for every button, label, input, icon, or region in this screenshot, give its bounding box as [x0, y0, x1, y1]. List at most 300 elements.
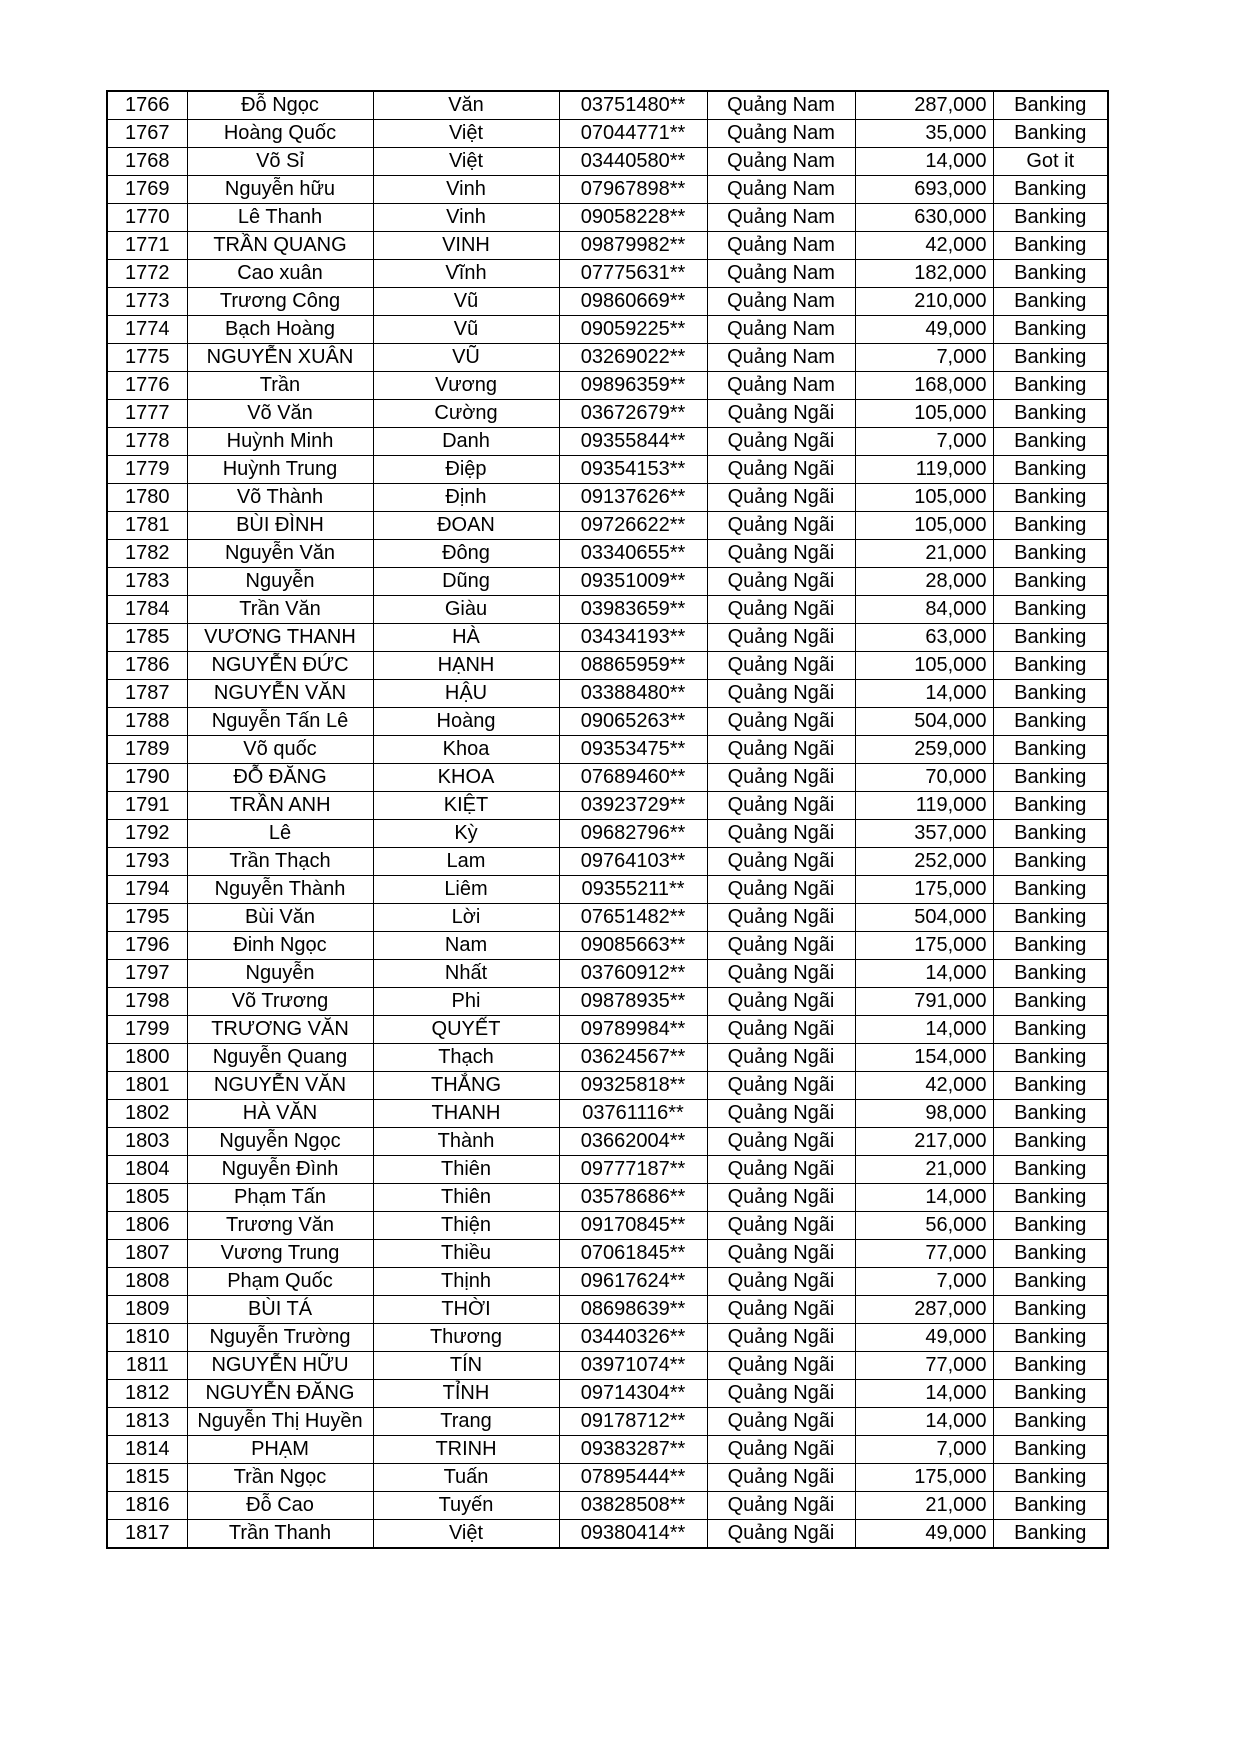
cell-given-name: QUYẾT: [373, 1016, 559, 1044]
cell-payment-method: Banking: [993, 288, 1108, 316]
cell-province: Quảng Ngãi: [707, 400, 855, 428]
cell-surname: Bạch Hoàng: [187, 316, 373, 344]
table-row: [107, 372, 1108, 400]
cell-payment-method: Banking: [993, 1016, 1108, 1044]
cell-given-name: HẠNH: [373, 652, 559, 680]
cell-amount: 21,000: [855, 1492, 993, 1520]
cell-phone: 08698639**: [559, 1296, 707, 1324]
cell-payment-method: Banking: [993, 232, 1108, 260]
cell-payment-method: Banking: [993, 372, 1108, 400]
cell-province: Quảng Ngãi: [707, 1100, 855, 1128]
cell-province: Quảng Ngãi: [707, 960, 855, 988]
cell-payment-method: Banking: [993, 1464, 1108, 1492]
cell-given-name: HÀ: [373, 624, 559, 652]
cell-phone: 07044771**: [559, 120, 707, 148]
table-row: [107, 456, 1108, 484]
table-row: [107, 316, 1108, 344]
cell-payment-method: Banking: [993, 764, 1108, 792]
cell-province: Quảng Nam: [707, 344, 855, 372]
table-row: [107, 568, 1108, 596]
cell-province: Quảng Ngãi: [707, 1464, 855, 1492]
winners-table: [106, 90, 1109, 1549]
cell-phone: 09137626**: [559, 484, 707, 512]
cell-province: Quảng Ngãi: [707, 736, 855, 764]
cell-index: 1772: [107, 260, 187, 288]
cell-surname: Đỗ Cao: [187, 1492, 373, 1520]
cell-province: Quảng Ngãi: [707, 1156, 855, 1184]
cell-phone: 09065263**: [559, 708, 707, 736]
table-row: [107, 204, 1108, 232]
table-row: [107, 1464, 1108, 1492]
cell-phone: 03672679**: [559, 400, 707, 428]
table-row: [107, 1100, 1108, 1128]
cell-given-name: Khoa: [373, 736, 559, 764]
cell-surname: NGUYỄN ĐỨC: [187, 652, 373, 680]
cell-amount: 7,000: [855, 344, 993, 372]
cell-surname: Nguyễn Trường: [187, 1324, 373, 1352]
cell-amount: 42,000: [855, 232, 993, 260]
cell-surname: NGUYỄN VĂN: [187, 1072, 373, 1100]
cell-payment-method: Banking: [993, 596, 1108, 624]
cell-payment-method: Banking: [993, 1044, 1108, 1072]
cell-index: 1800: [107, 1044, 187, 1072]
cell-phone: 03828508**: [559, 1492, 707, 1520]
cell-province: Quảng Nam: [707, 260, 855, 288]
cell-payment-method: Banking: [993, 316, 1108, 344]
cell-surname: Nguyễn Quang: [187, 1044, 373, 1072]
cell-amount: 175,000: [855, 932, 993, 960]
cell-index: 1810: [107, 1324, 187, 1352]
cell-amount: 7,000: [855, 1268, 993, 1296]
cell-phone: 09355844**: [559, 428, 707, 456]
cell-province: Quảng Ngãi: [707, 1016, 855, 1044]
cell-surname: Đinh Ngọc: [187, 932, 373, 960]
table-row: [107, 148, 1108, 176]
cell-phone: 09170845**: [559, 1212, 707, 1240]
cell-amount: 693,000: [855, 176, 993, 204]
cell-index: 1805: [107, 1184, 187, 1212]
cell-index: 1812: [107, 1380, 187, 1408]
cell-phone: 03440580**: [559, 148, 707, 176]
cell-amount: 630,000: [855, 204, 993, 232]
cell-amount: 14,000: [855, 148, 993, 176]
cell-payment-method: Banking: [993, 624, 1108, 652]
cell-province: Quảng Ngãi: [707, 1128, 855, 1156]
cell-surname: Huỳnh Minh: [187, 428, 373, 456]
cell-amount: 504,000: [855, 708, 993, 736]
cell-given-name: Vương: [373, 372, 559, 400]
cell-phone: 09879982**: [559, 232, 707, 260]
cell-index: 1768: [107, 148, 187, 176]
cell-index: 1797: [107, 960, 187, 988]
cell-payment-method: Banking: [993, 960, 1108, 988]
cell-index: 1790: [107, 764, 187, 792]
cell-given-name: HẬU: [373, 680, 559, 708]
table-row: [107, 512, 1108, 540]
cell-amount: 210,000: [855, 288, 993, 316]
cell-given-name: Danh: [373, 428, 559, 456]
cell-phone: 09714304**: [559, 1380, 707, 1408]
cell-given-name: Nam: [373, 932, 559, 960]
table-row: [107, 680, 1108, 708]
cell-surname: NGUYỄN VĂN: [187, 680, 373, 708]
cell-province: Quảng Ngãi: [707, 1492, 855, 1520]
table-row: [107, 1268, 1108, 1296]
cell-phone: 08865959**: [559, 652, 707, 680]
cell-amount: 56,000: [855, 1212, 993, 1240]
cell-index: 1770: [107, 204, 187, 232]
cell-index: 1817: [107, 1520, 187, 1549]
cell-given-name: Liêm: [373, 876, 559, 904]
cell-amount: 14,000: [855, 1016, 993, 1044]
cell-index: 1793: [107, 848, 187, 876]
cell-payment-method: Banking: [993, 1156, 1108, 1184]
cell-phone: 09789984**: [559, 1016, 707, 1044]
cell-given-name: Nhất: [373, 960, 559, 988]
cell-payment-method: Banking: [993, 848, 1108, 876]
cell-surname: NGUYỄN HỮU: [187, 1352, 373, 1380]
cell-index: 1769: [107, 176, 187, 204]
cell-phone: 03388480**: [559, 680, 707, 708]
cell-province: Quảng Ngãi: [707, 1212, 855, 1240]
cell-index: 1783: [107, 568, 187, 596]
table-row: [107, 1212, 1108, 1240]
table-row: [107, 1520, 1108, 1549]
cell-given-name: Thịnh: [373, 1268, 559, 1296]
cell-phone: 03971074**: [559, 1352, 707, 1380]
cell-given-name: Vũ: [373, 288, 559, 316]
table-row: [107, 1240, 1108, 1268]
cell-phone: 09058228**: [559, 204, 707, 232]
table-row: [107, 708, 1108, 736]
cell-province: Quảng Ngãi: [707, 708, 855, 736]
cell-amount: 49,000: [855, 1520, 993, 1549]
cell-phone: 07689460**: [559, 764, 707, 792]
cell-payment-method: Banking: [993, 1100, 1108, 1128]
table-row: [107, 1184, 1108, 1212]
cell-phone: 09777187**: [559, 1156, 707, 1184]
cell-province: Quảng Nam: [707, 148, 855, 176]
cell-index: 1798: [107, 988, 187, 1016]
cell-amount: 175,000: [855, 876, 993, 904]
cell-payment-method: Banking: [993, 1436, 1108, 1464]
cell-amount: 77,000: [855, 1352, 993, 1380]
cell-phone: 09353475**: [559, 736, 707, 764]
cell-given-name: Hoàng: [373, 708, 559, 736]
table-row: [107, 1296, 1108, 1324]
cell-province: Quảng Nam: [707, 288, 855, 316]
cell-given-name: Thiều: [373, 1240, 559, 1268]
cell-payment-method: Banking: [993, 568, 1108, 596]
cell-amount: 28,000: [855, 568, 993, 596]
cell-surname: Nguyễn Thị Huyền: [187, 1408, 373, 1436]
cell-amount: 77,000: [855, 1240, 993, 1268]
cell-payment-method: Banking: [993, 1380, 1108, 1408]
cell-index: 1786: [107, 652, 187, 680]
cell-surname: Huỳnh Trung: [187, 456, 373, 484]
cell-amount: 154,000: [855, 1044, 993, 1072]
cell-surname: Lê: [187, 820, 373, 848]
cell-phone: 09178712**: [559, 1408, 707, 1436]
cell-phone: 09878935**: [559, 988, 707, 1016]
cell-payment-method: Banking: [993, 1128, 1108, 1156]
cell-province: Quảng Nam: [707, 204, 855, 232]
table-row: [107, 344, 1108, 372]
cell-surname: BÙI TÁ: [187, 1296, 373, 1324]
cell-phone: 09726622**: [559, 512, 707, 540]
cell-amount: 105,000: [855, 512, 993, 540]
cell-province: Quảng Ngãi: [707, 932, 855, 960]
cell-given-name: Dũng: [373, 568, 559, 596]
cell-province: Quảng Ngãi: [707, 652, 855, 680]
table-body: [107, 91, 1108, 1548]
cell-province: Quảng Ngãi: [707, 1352, 855, 1380]
cell-given-name: Thiên: [373, 1184, 559, 1212]
cell-surname: TRƯƠNG VĂN: [187, 1016, 373, 1044]
cell-phone: 03923729**: [559, 792, 707, 820]
cell-payment-method: Banking: [993, 904, 1108, 932]
cell-province: Quảng Ngãi: [707, 1408, 855, 1436]
cell-amount: 217,000: [855, 1128, 993, 1156]
cell-phone: 03434193**: [559, 624, 707, 652]
cell-payment-method: Banking: [993, 1492, 1108, 1520]
cell-province: Quảng Ngãi: [707, 792, 855, 820]
cell-given-name: Định: [373, 484, 559, 512]
cell-surname: Võ Văn: [187, 400, 373, 428]
cell-province: Quảng Ngãi: [707, 988, 855, 1016]
cell-index: 1809: [107, 1296, 187, 1324]
cell-amount: 182,000: [855, 260, 993, 288]
cell-phone: 09682796**: [559, 820, 707, 848]
cell-province: Quảng Ngãi: [707, 512, 855, 540]
cell-index: 1785: [107, 624, 187, 652]
cell-surname: Trần Văn: [187, 596, 373, 624]
table-row: [107, 820, 1108, 848]
cell-payment-method: Banking: [993, 1352, 1108, 1380]
cell-surname: Nguyễn: [187, 960, 373, 988]
cell-phone: 07895444**: [559, 1464, 707, 1492]
table-row: [107, 288, 1108, 316]
cell-payment-method: Banking: [993, 1212, 1108, 1240]
cell-payment-method: Banking: [993, 512, 1108, 540]
cell-amount: 105,000: [855, 484, 993, 512]
table-row: [107, 848, 1108, 876]
table-row: [107, 232, 1108, 260]
cell-index: 1795: [107, 904, 187, 932]
cell-province: Quảng Nam: [707, 232, 855, 260]
cell-surname: Trần Thạch: [187, 848, 373, 876]
cell-province: Quảng Ngãi: [707, 1268, 855, 1296]
cell-province: Quảng Ngãi: [707, 540, 855, 568]
cell-given-name: Việt: [373, 1520, 559, 1549]
cell-surname: Bùi Văn: [187, 904, 373, 932]
table-row: [107, 932, 1108, 960]
table-row: [107, 652, 1108, 680]
cell-province: Quảng Ngãi: [707, 680, 855, 708]
cell-province: Quảng Ngãi: [707, 820, 855, 848]
cell-given-name: Đông: [373, 540, 559, 568]
cell-index: 1803: [107, 1128, 187, 1156]
cell-surname: Võ Trương: [187, 988, 373, 1016]
cell-index: 1802: [107, 1100, 187, 1128]
cell-surname: Nguyễn: [187, 568, 373, 596]
cell-province: Quảng Ngãi: [707, 1184, 855, 1212]
cell-index: 1791: [107, 792, 187, 820]
cell-phone: 07061845**: [559, 1240, 707, 1268]
cell-payment-method: Banking: [993, 1520, 1108, 1549]
cell-given-name: Văn: [373, 91, 559, 120]
cell-surname: Trần Thanh: [187, 1520, 373, 1549]
cell-payment-method: Banking: [993, 820, 1108, 848]
cell-index: 1801: [107, 1072, 187, 1100]
cell-surname: NGUYỄN ĐĂNG: [187, 1380, 373, 1408]
cell-surname: Trương Công: [187, 288, 373, 316]
table-row: [107, 1352, 1108, 1380]
cell-payment-method: Banking: [993, 1072, 1108, 1100]
cell-phone: 03751480**: [559, 91, 707, 120]
table-row: [107, 120, 1108, 148]
cell-index: 1784: [107, 596, 187, 624]
cell-given-name: Kỳ: [373, 820, 559, 848]
cell-given-name: Lời: [373, 904, 559, 932]
cell-given-name: KHOA: [373, 764, 559, 792]
cell-index: 1771: [107, 232, 187, 260]
cell-index: 1782: [107, 540, 187, 568]
cell-amount: 14,000: [855, 1184, 993, 1212]
cell-index: 1789: [107, 736, 187, 764]
cell-given-name: Thạch: [373, 1044, 559, 1072]
cell-given-name: Vũ: [373, 316, 559, 344]
cell-index: 1799: [107, 1016, 187, 1044]
table-row: [107, 736, 1108, 764]
cell-amount: 14,000: [855, 960, 993, 988]
cell-amount: 7,000: [855, 1436, 993, 1464]
cell-amount: 35,000: [855, 120, 993, 148]
cell-amount: 14,000: [855, 1380, 993, 1408]
cell-surname: Phạm Quốc: [187, 1268, 373, 1296]
cell-payment-method: Banking: [993, 1408, 1108, 1436]
cell-phone: 09383287**: [559, 1436, 707, 1464]
cell-payment-method: Banking: [993, 708, 1108, 736]
cell-given-name: Điệp: [373, 456, 559, 484]
cell-province: Quảng Ngãi: [707, 568, 855, 596]
cell-given-name: VŨ: [373, 344, 559, 372]
cell-amount: 14,000: [855, 680, 993, 708]
table-row: [107, 540, 1108, 568]
cell-surname: TRẦN QUANG: [187, 232, 373, 260]
cell-amount: 7,000: [855, 428, 993, 456]
cell-surname: Nguyễn Ngọc: [187, 1128, 373, 1156]
cell-index: 1808: [107, 1268, 187, 1296]
cell-amount: 105,000: [855, 652, 993, 680]
cell-surname: PHẠM: [187, 1436, 373, 1464]
cell-index: 1774: [107, 316, 187, 344]
cell-surname: Hoàng Quốc: [187, 120, 373, 148]
cell-given-name: Thành: [373, 1128, 559, 1156]
cell-surname: Trần: [187, 372, 373, 400]
cell-phone: 03578686**: [559, 1184, 707, 1212]
cell-index: 1796: [107, 932, 187, 960]
table-row: [107, 260, 1108, 288]
cell-index: 1773: [107, 288, 187, 316]
table-row: [107, 1408, 1108, 1436]
cell-province: Quảng Ngãi: [707, 456, 855, 484]
cell-index: 1788: [107, 708, 187, 736]
cell-payment-method: Banking: [993, 400, 1108, 428]
cell-amount: 357,000: [855, 820, 993, 848]
cell-amount: 791,000: [855, 988, 993, 1016]
cell-payment-method: Banking: [993, 792, 1108, 820]
cell-amount: 119,000: [855, 792, 993, 820]
cell-province: Quảng Ngãi: [707, 596, 855, 624]
cell-province: Quảng Nam: [707, 91, 855, 120]
cell-surname: NGUYỄN XUÂN: [187, 344, 373, 372]
cell-province: Quảng Ngãi: [707, 904, 855, 932]
cell-index: 1807: [107, 1240, 187, 1268]
cell-amount: 14,000: [855, 1408, 993, 1436]
cell-amount: 49,000: [855, 316, 993, 344]
cell-phone: 09351009**: [559, 568, 707, 596]
cell-payment-method: Banking: [993, 680, 1108, 708]
cell-province: Quảng Ngãi: [707, 1380, 855, 1408]
cell-surname: Lê Thanh: [187, 204, 373, 232]
cell-payment-method: Banking: [993, 456, 1108, 484]
cell-amount: 119,000: [855, 456, 993, 484]
cell-amount: 42,000: [855, 1072, 993, 1100]
cell-phone: 07651482**: [559, 904, 707, 932]
cell-given-name: Vinh: [373, 204, 559, 232]
cell-given-name: TỈNH: [373, 1380, 559, 1408]
table-row: [107, 960, 1108, 988]
cell-payment-method: Banking: [993, 876, 1108, 904]
cell-payment-method: Banking: [993, 91, 1108, 120]
table-row: [107, 91, 1108, 120]
table-row: [107, 624, 1108, 652]
cell-index: 1775: [107, 344, 187, 372]
cell-index: 1776: [107, 372, 187, 400]
cell-payment-method: Banking: [993, 1240, 1108, 1268]
cell-payment-method: Banking: [993, 484, 1108, 512]
cell-amount: 21,000: [855, 540, 993, 568]
cell-amount: 168,000: [855, 372, 993, 400]
table-row: [107, 904, 1108, 932]
cell-surname: Nguyễn Văn: [187, 540, 373, 568]
cell-payment-method: Banking: [993, 736, 1108, 764]
cell-phone: 09354153**: [559, 456, 707, 484]
cell-surname: Nguyễn hữu: [187, 176, 373, 204]
cell-surname: Cao xuân: [187, 260, 373, 288]
cell-index: 1792: [107, 820, 187, 848]
cell-province: Quảng Ngãi: [707, 1296, 855, 1324]
cell-index: 1815: [107, 1464, 187, 1492]
cell-index: 1778: [107, 428, 187, 456]
cell-surname: Võ Thành: [187, 484, 373, 512]
cell-phone: 03983659**: [559, 596, 707, 624]
table-row: [107, 792, 1108, 820]
cell-province: Quảng Ngãi: [707, 1044, 855, 1072]
cell-phone: 09764103**: [559, 848, 707, 876]
cell-surname: Võ quốc: [187, 736, 373, 764]
cell-province: Quảng Ngãi: [707, 1240, 855, 1268]
cell-province: Quảng Ngãi: [707, 764, 855, 792]
cell-phone: 03662004**: [559, 1128, 707, 1156]
cell-phone: 09380414**: [559, 1520, 707, 1549]
table-row: [107, 764, 1108, 792]
cell-index: 1806: [107, 1212, 187, 1240]
cell-given-name: ĐOAN: [373, 512, 559, 540]
cell-phone: 03269022**: [559, 344, 707, 372]
cell-given-name: THẮNG: [373, 1072, 559, 1100]
